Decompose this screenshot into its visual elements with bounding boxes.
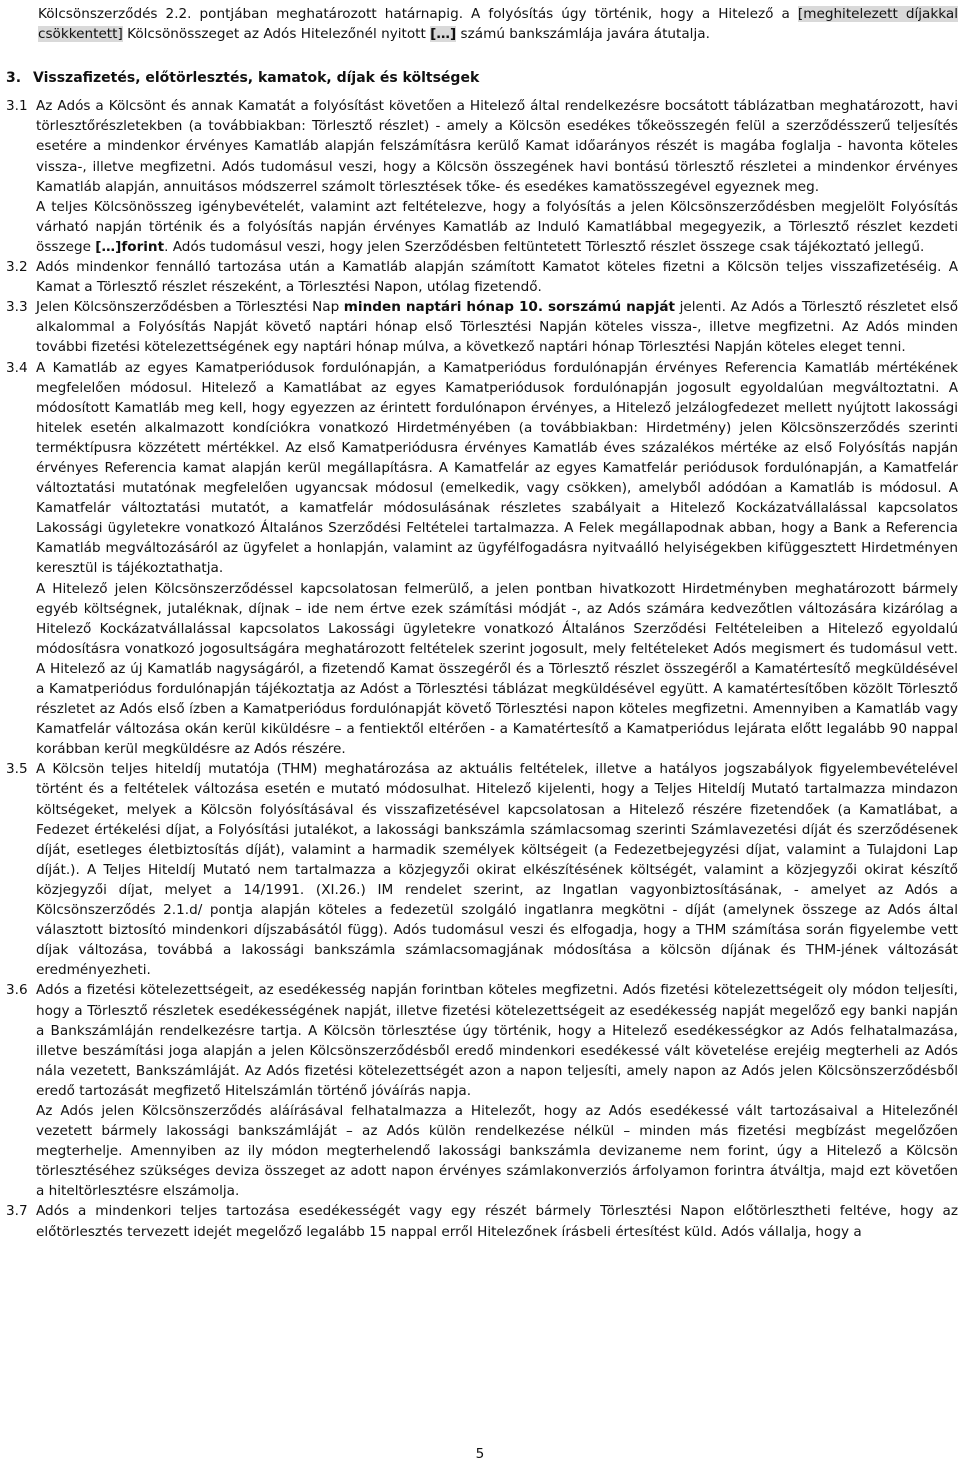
clause-paragraph (36, 197, 958, 257)
clause-text: A teljes Kölcsönösszeg igénybevételét, valamint azt feltételezve, hogy a folyósítás a jelen Kölcsönszerződésben megjelölt Folyósítás várható napján történik és a folyósítás napján érvényes Kamatláb az Induló Kamatlábbal megegyezik, a Törlesztő részlet kezdeti összege (36, 198, 958, 255)
clause-number: 3.5 (6, 761, 28, 778)
section-heading-number: 3. (6, 70, 22, 87)
clause-paragraph: A Kamatláb az egyes Kamatperiódusok fordulónapján, a Kamatperiódus fordulónapján érvényes Referencia Kamatláb mértékének megfelelően módosul. Hitelező a Kamatlábat az egyes Kamatperiódusok fordulónapján jogosult egyoldalúan megváltoztatni. A módosított Kamatláb meg kell, hogy egyezzen az érintett fordulónapon érvényes, a Hitelező jelzálogfedezet mellett nyújtott lakossági hitelek esetén alkalmazott kondíciókra vonatkozó Hirdetményében (a továbbiakban: Hirdetmény) jelen Kölcsönszerződés szerinti terméktípusra közzétett mértékkel. Az első Kamatperiódusra érvényes Kamatláb éves százalékos mértéke az első Folyósítás napján érvényes Referencia kamat alapján kerül megállapításra. A Kamatfelár az egyes Kamatfelár periódusok fordulónapján, a Kamatfelár változtatási mutatónak megfelelően ugyancsak módosul (emelkedik, vagy csökken), amelyből adódóan a Kamatláb is módosul. A Kamatfelár változtatási mutatót, a kamatfelár módosulásának részletes szabályait a Hitelező Kockázatvállalással kapcsolatos Lakossági ügyletekre vonatkozó Általános Szerződési Feltételei tartalmazza. A Felek megállapodnak abban, hogy a Bank a Referencia Kamatláb megváltozásáról az ügyfelet a honlapján, valamint az ügyfélfogadásra nyitvaálló helyiségekben kifüggesztett Hirdetményen keresztül is tájékoztathatja. (36, 359, 958, 577)
clause-3-3 (6, 297, 958, 357)
clause-paragraph: Adós mindenkor fennálló tartozása után a Kamatláb alapján számított Kamatot köteles fizetni a Kölcsön teljes visszafizetéséig. A Kamat a Törlesztő részlet részeként, a Törlesztési Napon, utólag fizetendő. (36, 259, 958, 296)
document-body (6, 4, 958, 1242)
clause-paragraph: Adós a fizetési kötelezettségeit, az esedékesség napján forintban köteles megfizetni. Adós fizetési kötelezettségeit oly módon teljesíti, hogy a Törlesztő részletek esedékességének napját, illetve fizetési kötelezettségeit az esedékesség napját megelőző egy banki napján a Bankszámláján rendelkezésre tartja. A Kölcsön törlesztése úgy történik, hogy a Hitelező esedékességkor az Adós felhatalmazása, illetve beszámítási joga alapján a jelen Kölcsönszerződésből eredő mindenkori esedékessé vált követelése erejéig megterheli az Adós nála vezetett, Bankszámláját. Az Adós fizetési kötelezettségét azon a napon teljesíti, amely napon az Adós jelen Kölcsönszerződésből eredő tartozását megfizető Hitelszámlán történő jóváírás napja. (36, 982, 958, 1099)
clause-text: . Adós tudomásul veszi, hogy jelen Szerződésben feltüntetett Törlesztő részlet összege csak tájékoztató jellegű. (164, 238, 925, 255)
section-heading-title: Visszafizetés, előtörlesztés, kamatok, díjak és költségek (33, 70, 480, 87)
clause-3-2 (6, 257, 958, 297)
intro-text-1: Kölcsönszerződés 2.2. pontjában meghatározott határnapig. A folyósítás úgy történik, hogy a Hitelező a (38, 6, 798, 22)
clause-paragraph: A Kölcsön teljes hiteldíj mutatója (THM) meghatározása az aktuális feltételek, illetve a hatályos jogszabályok figyelembevételével történt és a feltételek változása esetén e mutató módosulhat. Hitelező kijelenti, hogy a Teljes Hiteldíj Mutató tartalmazza mindazon költségeket, melyek a Kölcsön folyósításával és visszafizetésével kapcsolatosan a Hitelező részére fizetendőek (a Kamatlábat, a Fedezet értékelési díjat, a Folyósítási jutalékot, a lakossági bankszámla számlacsomag szerinti Számlavezetési díját és szerződésenek díját, esetleges életbiztosítás díját), valamint a harmadik személyek költségeit (a Fedezetbejegyzési díjat, valamint a Tulajdoni Lap díját.). A Teljes Hiteldíj Mutató nem tartalmazza a közjegyzői okirat elkészítésének költségét, valamint a közjegyzői okirat készítő közjegyzői díjat, melyet a 14/1991. (XI.26.) IM rendelet szerint, az Ingatlan vagyonbiztosításának, - amelyet az Adós a Kölcsönszerződés 2.1.d/ pontja alapján köteles a fedezetül szolgáló ingatlanra megkötni - díját (amelynek összege az Adós által választott biztosító mindenkori díjszabásától függ). Adós tudomásul veszi és elfogadja, hogy a THM számítása során figyelembe vett díjak változása, továbbá a lakossági bankszámla számlacsomagjának módosítása a kölcsön díjának és THM-jének változását eredményezheti. (36, 761, 958, 979)
clause-3-7 (6, 1201, 958, 1241)
section-heading (6, 68, 958, 88)
clause-number: 3.4 (6, 359, 28, 376)
intro-text-3: számú bankszámlája javára átutalja. (456, 26, 710, 43)
clause-text: jelenti. Az Adós a Törlesztő részletet első alkalommal a Folyósítás Napját követő naptári hónap első Törlesztési Napján köteles vissza-, illetve megfizetni. Az Adós minden további fizetési kötelezettségének egy naptári hónap múlva, a következő naptári hónap Törlesztési Napján köteles eleget tenni. (36, 299, 959, 356)
clause-number: 3.1 (6, 98, 28, 115)
clause-paragraph: A Hitelező jelen Kölcsönszerződéssel kapcsolatosan felmerülő, a jelen pontban hivatkozott Hirdetményben meghatározott bármely egyéb költségnek, jutaléknak, díjnak – ide nem értve ezek számítási módját -, az Adós számára kedvezőtlen változására kizárólag a Hitelező Kockázatvállalással kapcsolatos Lakossági ügyletekre vonatkozó Általános Szerződési Feltételeiben a Hitelező egyoldalú módosításra vonatkozó jogosultságára meghatározott feltételek szerint jogosult, mely feltételeket Adós megismert és tudomásul vett. A Hitelező az új Kamatláb nagyságáról, a fizetendő Kamat összegéről és a Törlesztő részlet összegéről a Kamatértesítő megküldésével a Kamatperiódus fordulónapján tájékoztatja az Adóst a Törlesztési táblázat megküldésével együtt. A kamatértesítőben közölt Törlesztő részletet az Adós első ízben a Kamatperiódus fordulónapját követő Törlesztési napon köteles megfizetni. Amennyiben a Kamatláb vagy Kamatfelár változása okán kerül kiküldésre – a fentiektől eltérően - a Kamatértesítő a Kamatperiódus lejárata előtt legalább 90 nappal korábban kerül megküldésre az Adós részére. (36, 580, 958, 758)
clause-paragraph (36, 297, 958, 357)
clause-number: 3.3 (6, 299, 28, 316)
installment-amount: […]forint (95, 238, 165, 255)
intro-paragraph (38, 4, 958, 44)
page-number: 5 (475, 1446, 485, 1462)
clause-paragraph: Az Adós a Kölcsönt és annak Kamatát a folyósítást követően a Hitelező által rendelkezésre bocsátott táblázatban meghatározott, havi törlesztőrészletekben (a továbbiakban: Törlesztő részlet) - amely a Kölcsön esedékes tőkeösszegén felül a szerződésszerű teljesítés esetére a mindenkor érvényes Kamatláb alapján felszámításra kerülő Kamat időarányos részét is magába foglalja - havonta köteles vissza-, illetve megfizetni. Adós tudomásul veszi, hogy a Kölcsön összegének havi bontású törlesztő részletei a mindenkor érvényes Kamatláb alapján, annuitásos módszerrel számolt törlesztések tőke- és esedékes kamatösszegével egyeznek meg. (36, 98, 958, 195)
intro-placeholder-account: […] (430, 26, 457, 43)
clause-number: 3.7 (6, 1203, 28, 1220)
clause-paragraph: Adós a mindenkori teljes tartozása esedékességét vagy egy részét bármely Törlesztési Napon előtörlesztheti feltéve, hogy az előtörlesztés tervezett idejét megelőző legalább 15 nappal erről Hitelezőnek írásbeli értesítést küld. Adós vállalja, hogy a (36, 1203, 958, 1240)
clause-3-5 (6, 759, 958, 980)
intro-text-2: Kölcsönösszeget az Adós Hitelezőnél nyitott (122, 26, 431, 43)
clause-3-4 (6, 358, 958, 760)
clause-number: 3.6 (6, 982, 28, 999)
intro-placeholder-fees: [meghitelezett díjakkal csökkentett] (38, 6, 958, 43)
repayment-day: minden naptári hónap 10. sorszámú napját (343, 299, 676, 316)
clause-paragraph: Az Adós jelen Kölcsönszerződés aláírásával felhatalmazza a Hitelezőt, hogy az Adós esedékessé vált tartozásaival a Hitelezőnél vezetett bármely lakossági bankszámláját – az Adós külön rendelkezése nélkül – minden más fizetési megbízást megelőzően megterhelje. Amennyiben az ily módon megterhelendő lakossági bankszámla devizaneme nem forint, úgy a Hitelező a Kölcsön törlesztéséhez szükséges deviza összeget az adott napon érvényes számlakonverziós árfolyamon forintra átváltja, majd ezt követően a hiteltörlesztésre elszámolja. (36, 1102, 958, 1200)
clause-3-6 (6, 980, 958, 1201)
clause-text: Jelen Kölcsönszerződésben a Törlesztési Nap (36, 299, 344, 316)
clause-3-1 (6, 96, 958, 257)
clause-number: 3.2 (6, 259, 28, 276)
